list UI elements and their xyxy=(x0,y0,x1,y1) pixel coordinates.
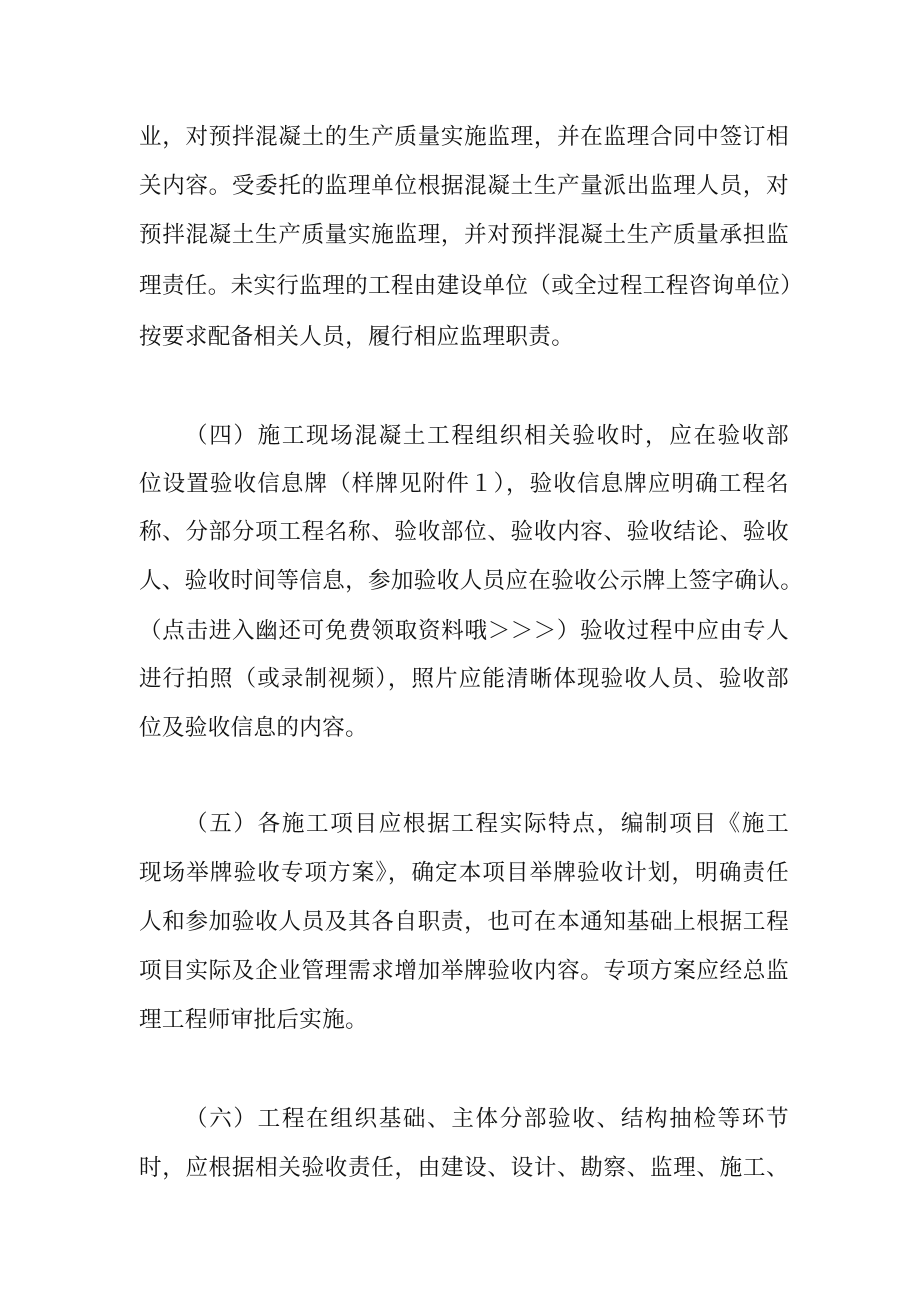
text-line: 理工程师审批后实施。 xyxy=(139,1007,369,1033)
text-line: 按要求配备相关人员，履行相应监理职责。 xyxy=(139,324,575,350)
text-line: 现场举牌验收专项方案》，确定本项目举牌验收计划，明确责任 xyxy=(139,860,789,886)
text-line: 称、分部分项工程名称、验收部位、验收内容、验收结论、验收 xyxy=(139,519,789,545)
text-line: 位设置验收信息牌（样牌见附件１），验收信息牌应明确工程名 xyxy=(139,471,789,497)
text-line: 人、验收时间等信息，参加验收人员应在验收公示牌上签字确认。 xyxy=(139,568,804,594)
text-line: 预拌混凝土生产质量实施监理，并对预拌混凝土生产质量承担监 xyxy=(139,222,789,248)
text-line: 关内容。受委托的监理单位根据混凝土生产量派出监理人员，对 xyxy=(139,173,789,199)
text-line: 进行拍照（或录制视频），照片应能清晰体现验收人员、验收部 xyxy=(139,666,789,692)
text-line: 业，对预拌混凝土的生产质量实施监理，并在监理合同中签订相 xyxy=(139,124,789,150)
paragraph-heading-line: （四）施工现场混凝土工程组织相关验收时，应在验收部 xyxy=(185,423,789,449)
text-line: 理责任。未实行监理的工程由建设单位（或全过程工程咨询单位） xyxy=(139,273,804,299)
text-line: （点击进入幽还可免费领取资料哦＞＞＞）验收过程中应由专人 xyxy=(139,618,789,644)
text-line: 时，应根据相关验收责任，由建设、设计、勘察、监理、施工、 xyxy=(139,1155,789,1181)
text-line: 项目实际及企业管理需求增加举牌验收内容。专项方案应经总监 xyxy=(139,958,789,984)
text-line: 位及验收信息的内容。 xyxy=(139,715,369,741)
text-line: 人和参加验收人员及其各自职责，也可在本通知基础上根据工程 xyxy=(139,909,789,935)
paragraph-heading-line: （六）工程在组织基础、主体分部验收、结构抽检等环节 xyxy=(185,1106,789,1132)
paragraph-heading-line: （五）各施工项目应根据工程实际特点，编制项目《施工 xyxy=(185,811,789,837)
